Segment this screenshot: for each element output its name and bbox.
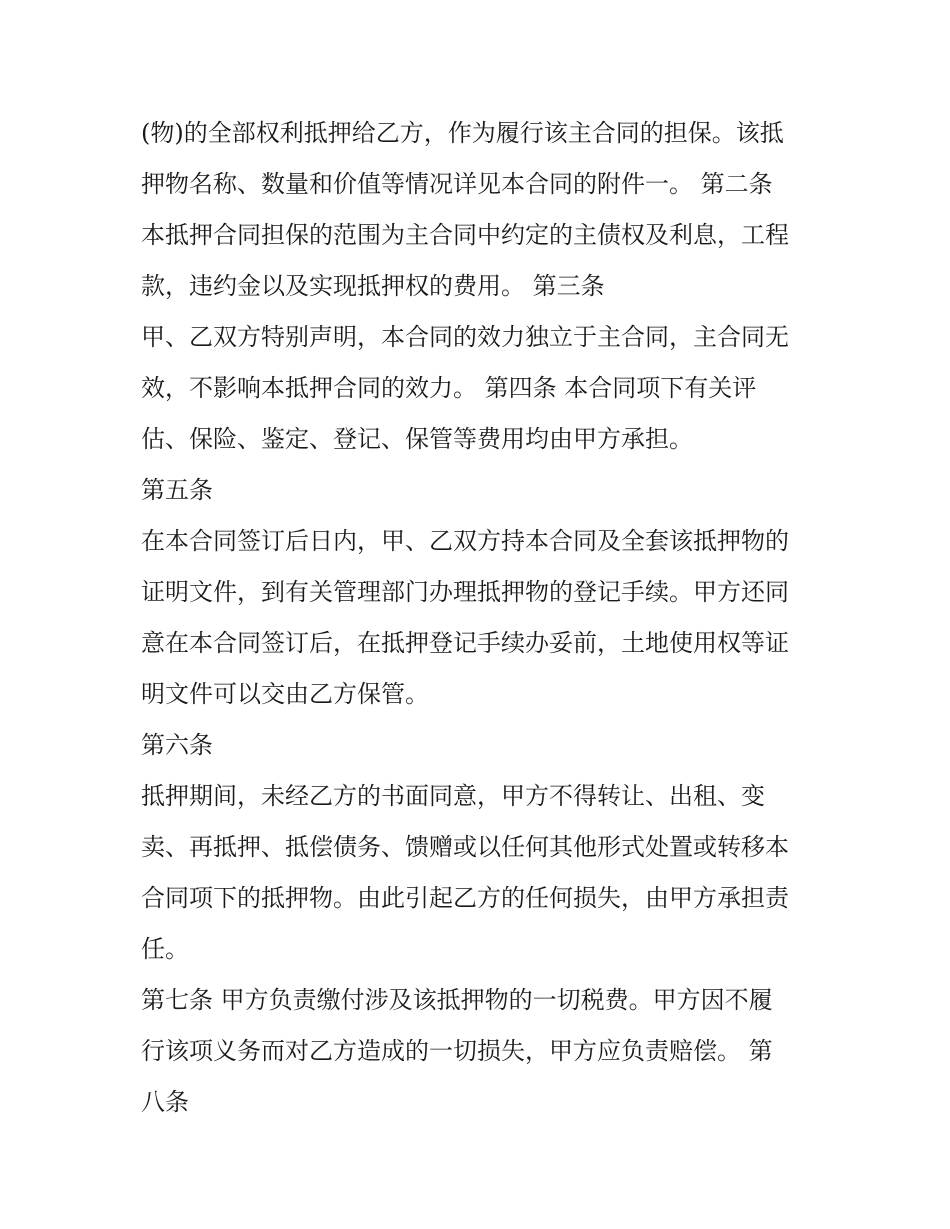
text-line: 款，违约金以及实现抵押权的费用。 第三条 xyxy=(141,272,605,300)
text-line: 意在本合同签订后，在抵押登记手续办妥前，土地使用权等证 xyxy=(141,629,789,657)
text-line: 押物名称、数量和价值等情况详见本合同的附件一。 第二条 xyxy=(141,170,773,198)
text-line: (物)的全部权利抵押给乙方，作为履行该主合同的担保。该抵 xyxy=(141,119,784,147)
section-heading: 第五条 xyxy=(141,476,213,504)
text-line: 任。 xyxy=(141,935,189,963)
text-line: 行该项义务而对乙方造成的一切损失，甲方应负责赔偿。 第 xyxy=(141,1037,773,1065)
text-line: 证明文件，到有关管理部门办理抵押物的登记手续。甲方还同 xyxy=(141,578,789,606)
text-line: 估、保险、鉴定、登记、保管等费用均由甲方承担。 xyxy=(141,425,693,453)
section-heading: 第六条 xyxy=(141,731,213,759)
text-line: 第七条 甲方负责缴付涉及该抵押物的一切税费。甲方因不履 xyxy=(141,986,773,1014)
text-line: 合同项下的抵押物。由此引起乙方的任何损失，由甲方承担责 xyxy=(141,884,789,912)
text-line: 在本合同签订后日内，甲、乙双方持本合同及全套该抵押物的 xyxy=(141,527,789,555)
text-line: 八条 xyxy=(141,1088,189,1116)
text-line: 甲、乙双方特别声明，本合同的效力独立于主合同，主合同无 xyxy=(141,323,789,351)
document-body xyxy=(141,108,821,1128)
text-line: 卖、再抵押、抵偿债务、馈赠或以任何其他形式处置或转移本 xyxy=(141,833,789,861)
text-line: 抵押期间，未经乙方的书面同意，甲方不得转让、出租、变 xyxy=(141,782,765,810)
text-line: 本抵押合同担保的范围为主合同中约定的主债权及利息，工程 xyxy=(141,221,789,249)
text-line: 效，不影响本抵押合同的效力。 第四条 本合同项下有关评 xyxy=(141,374,757,402)
text-line: 明文件可以交由乙方保管。 xyxy=(141,680,429,708)
